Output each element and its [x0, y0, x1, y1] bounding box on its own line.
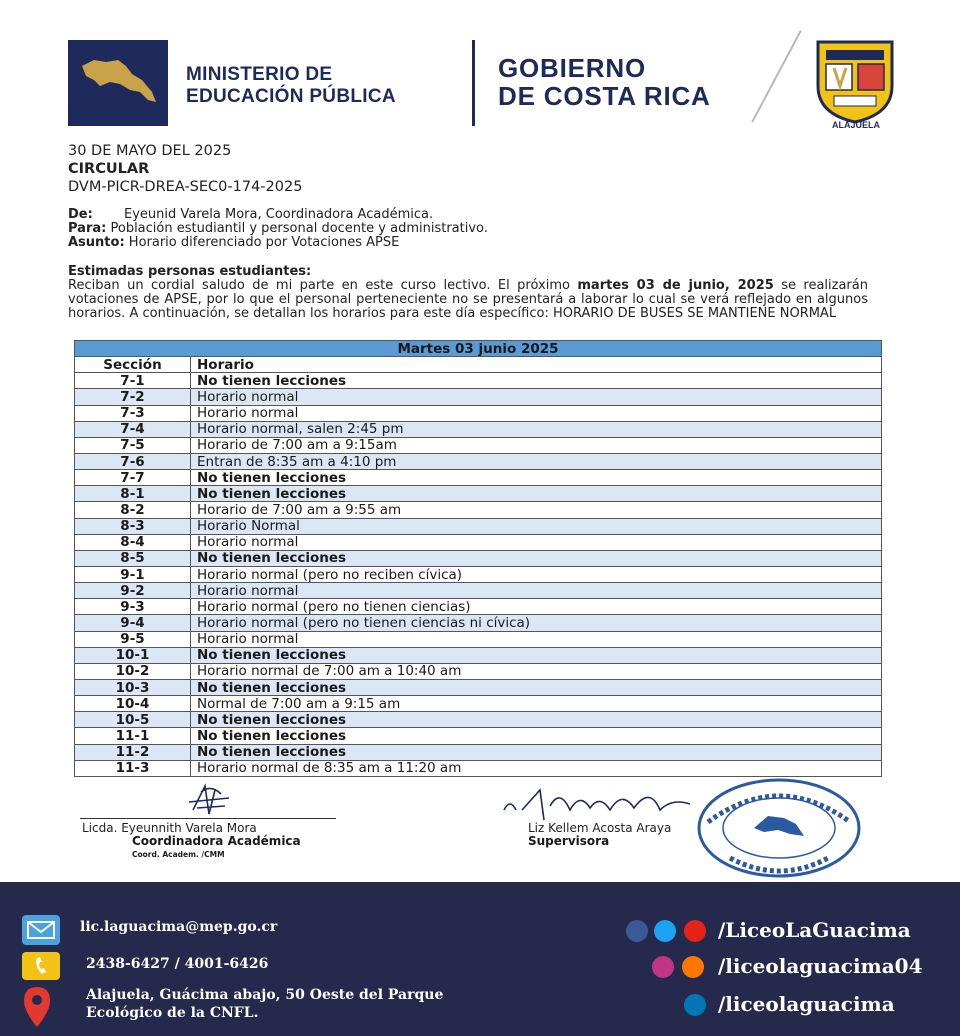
table-row — [75, 373, 882, 389]
table-row — [75, 583, 882, 599]
right-signer-name: Liz Kellem Acosta Araya — [528, 821, 672, 835]
ministry-line-1: MINISTERIO DE — [186, 64, 333, 85]
footer-phone[interactable]: 2438-6427 / 4001-6426 — [86, 956, 269, 972]
row-section: 7-7 — [75, 470, 191, 486]
from-value: Eyeunid Varela Mora, Coordinadora Académica. — [124, 207, 434, 222]
social-handle-facebook[interactable]: /LiceoLaGuacima — [718, 918, 911, 942]
column-header-schedule: Horario — [191, 357, 882, 373]
row-section: 8-2 — [75, 502, 191, 518]
row-schedule: Horario normal (pero no tienen ciencias) — [191, 599, 882, 615]
footer-email[interactable]: lic.laguacima@mep.go.cr — [80, 919, 278, 935]
row-schedule: Horario Normal — [191, 518, 882, 534]
row-schedule: No tienen lecciones — [191, 712, 882, 728]
ministry-line-2: EDUCACIÓN PÚBLICA — [186, 86, 396, 107]
table-row — [75, 663, 882, 679]
circular-meta — [68, 142, 302, 196]
row-schedule: Normal de 7:00 am a 9:15 am — [191, 696, 882, 712]
row-section: 7-6 — [75, 453, 191, 469]
row-section: 11-3 — [75, 760, 191, 776]
body-date-bold: martes 03 de junio, 2025 — [577, 278, 774, 293]
row-schedule: No tienen lecciones — [191, 679, 882, 695]
school-city: ALAJUELA — [831, 120, 880, 130]
location-pin-icon — [22, 985, 52, 1029]
circular-code: DVM-PICR-DREA-SEC0-174-2025 — [68, 179, 303, 195]
soundcloud-icon[interactable] — [682, 956, 704, 978]
to-label: Para: — [68, 221, 107, 236]
row-schedule: Horario normal de 8:35 am a 11:20 am — [191, 760, 882, 776]
footer-address-line-2: Ecológico de la CNFL. — [86, 1005, 259, 1021]
row-schedule: No tienen lecciones — [191, 373, 882, 389]
row-schedule: Horario normal — [191, 631, 882, 647]
row-section: 8-1 — [75, 486, 191, 502]
from-label: De: — [68, 207, 93, 222]
row-schedule: Horario normal de 7:00 am a 10:40 am — [191, 663, 882, 679]
row-schedule: Horario normal — [191, 534, 882, 550]
row-schedule: No tienen lecciones — [191, 550, 882, 566]
schedule-table — [74, 340, 882, 777]
footer-address-line-1: Alajuela, Guácima abajo, 50 Oeste del Parque — [86, 987, 444, 1003]
mail-icon — [22, 915, 60, 945]
linkedin-icon[interactable] — [684, 994, 706, 1016]
row-section: 9-2 — [75, 583, 191, 599]
right-signer-role: Supervisora — [528, 834, 610, 848]
social-handle-instagram[interactable]: /liceolaguacima04 — [718, 954, 923, 978]
row-schedule: Horario normal (pero no reciben cívica) — [191, 566, 882, 582]
left-signer-role: Coordinadora Académica — [132, 834, 301, 848]
table-row — [75, 502, 882, 518]
supervision-seal-stamp — [694, 776, 864, 880]
row-schedule: Horario normal — [191, 583, 882, 599]
to-value: Población estudiantil y personal docente y administrativo. — [110, 221, 488, 236]
greeting: Estimadas personas estudiantes: — [68, 264, 312, 279]
body-part-1: Reciban un cordial saludo de mi parte en este curso lectivo. El próximo — [68, 278, 578, 293]
left-signer-name: Licda. Eyeunnith Varela Mora — [82, 821, 257, 835]
row-section: 10-3 — [75, 679, 191, 695]
row-schedule: Horario normal — [191, 389, 882, 405]
body-text — [68, 265, 868, 321]
row-schedule: Horario normal, salen 2:45 pm — [191, 421, 882, 437]
table-row — [75, 599, 882, 615]
table-row — [75, 534, 882, 550]
row-schedule: No tienen lecciones — [191, 486, 882, 502]
left-signature-line — [80, 818, 336, 819]
table-row — [75, 405, 882, 421]
table-row — [75, 679, 882, 695]
twitter-icon[interactable] — [654, 920, 676, 942]
table-row — [75, 728, 882, 744]
table-row — [75, 421, 882, 437]
left-signature-scribble — [185, 780, 235, 820]
body-part-2: se realizarán votaciones de APSE, por lo que el personal perteneciente no se presentará a laborar lo cual se verá reflejado en algunos horarios. A continuación, se detallan los horarios para este día específico: HORARIO DE BUSES SE MANTIENE NORMAL — [68, 278, 868, 321]
row-section: 7-2 — [75, 389, 191, 405]
row-schedule: No tienen lecciones — [191, 470, 882, 486]
header-slash — [751, 30, 802, 123]
costa-rica-map-logo — [68, 40, 168, 126]
table-row — [75, 647, 882, 663]
row-section: 7-1 — [75, 373, 191, 389]
table-row — [75, 518, 882, 534]
table-row — [75, 453, 882, 469]
instagram-icon[interactable] — [652, 956, 674, 978]
row-section: 10-2 — [75, 663, 191, 679]
row-section: 8-4 — [75, 534, 191, 550]
government-title — [498, 54, 711, 110]
row-section: 7-4 — [75, 421, 191, 437]
circular-type: CIRCULAR — [68, 161, 150, 177]
facebook-icon[interactable] — [626, 920, 648, 942]
row-schedule: Horario de 7:00 am a 9:15am — [191, 437, 882, 453]
footer-address — [86, 986, 443, 1022]
row-section: 8-3 — [75, 518, 191, 534]
row-schedule: No tienen lecciones — [191, 728, 882, 744]
from-line — [68, 208, 488, 222]
phone-icon — [22, 952, 60, 980]
table-row — [75, 437, 882, 453]
row-schedule: Horario normal — [191, 405, 882, 421]
row-schedule: No tienen lecciones — [191, 744, 882, 760]
table-title: Martes 03 junio 2025 — [75, 341, 882, 357]
school-crest-logo — [810, 36, 900, 126]
subject-value: Horario diferenciado por Votaciones APSE — [128, 235, 400, 250]
table-row — [75, 631, 882, 647]
row-section: 8-5 — [75, 550, 191, 566]
row-section: 10-5 — [75, 712, 191, 728]
left-signer-initials: Coord. Academ. /CMM — [132, 850, 225, 859]
table-row — [75, 550, 882, 566]
row-schedule: No tienen lecciones — [191, 647, 882, 663]
ministry-title — [186, 64, 396, 108]
table-row — [75, 744, 882, 760]
row-schedule: Entran de 8:35 am a 4:10 pm — [191, 453, 882, 469]
row-section: 9-4 — [75, 615, 191, 631]
header-divider — [472, 40, 475, 126]
body-paragraph — [68, 279, 868, 321]
table-row — [75, 760, 882, 776]
contact-footer — [0, 882, 960, 1036]
row-section: 7-5 — [75, 437, 191, 453]
addressing-block — [68, 208, 488, 250]
youtube-icon[interactable] — [684, 920, 706, 942]
table-row — [75, 615, 882, 631]
row-schedule: Horario de 7:00 am a 9:55 am — [191, 502, 882, 518]
right-signature-block — [528, 822, 671, 848]
schedule-rows — [75, 373, 882, 777]
row-section: 9-3 — [75, 599, 191, 615]
row-section: 9-1 — [75, 566, 191, 582]
row-section: 10-4 — [75, 696, 191, 712]
to-line — [68, 222, 488, 236]
table-row — [75, 470, 882, 486]
subject-label: Asunto: — [68, 235, 125, 250]
gov-line-2: DE COSTA RICA — [498, 81, 711, 111]
table-row — [75, 696, 882, 712]
table-row — [75, 486, 882, 502]
left-signature-block — [82, 822, 301, 861]
circular-date: 30 DE MAYO DEL 2025 — [68, 143, 232, 159]
column-header-section: Sección — [75, 357, 191, 373]
letterhead — [0, 0, 960, 140]
social-handle-linkedin[interactable]: /liceolaguacima — [718, 992, 895, 1016]
row-section: 11-2 — [75, 744, 191, 760]
table-row — [75, 566, 882, 582]
row-schedule: Horario normal (pero no tienen ciencias ni cívica) — [191, 615, 882, 631]
row-section: 9-5 — [75, 631, 191, 647]
row-section: 11-1 — [75, 728, 191, 744]
row-section: 10-1 — [75, 647, 191, 663]
subject-line — [68, 236, 488, 250]
row-section: 7-3 — [75, 405, 191, 421]
gov-line-1: GOBIERNO — [498, 53, 646, 83]
table-row — [75, 389, 882, 405]
table-row — [75, 712, 882, 728]
